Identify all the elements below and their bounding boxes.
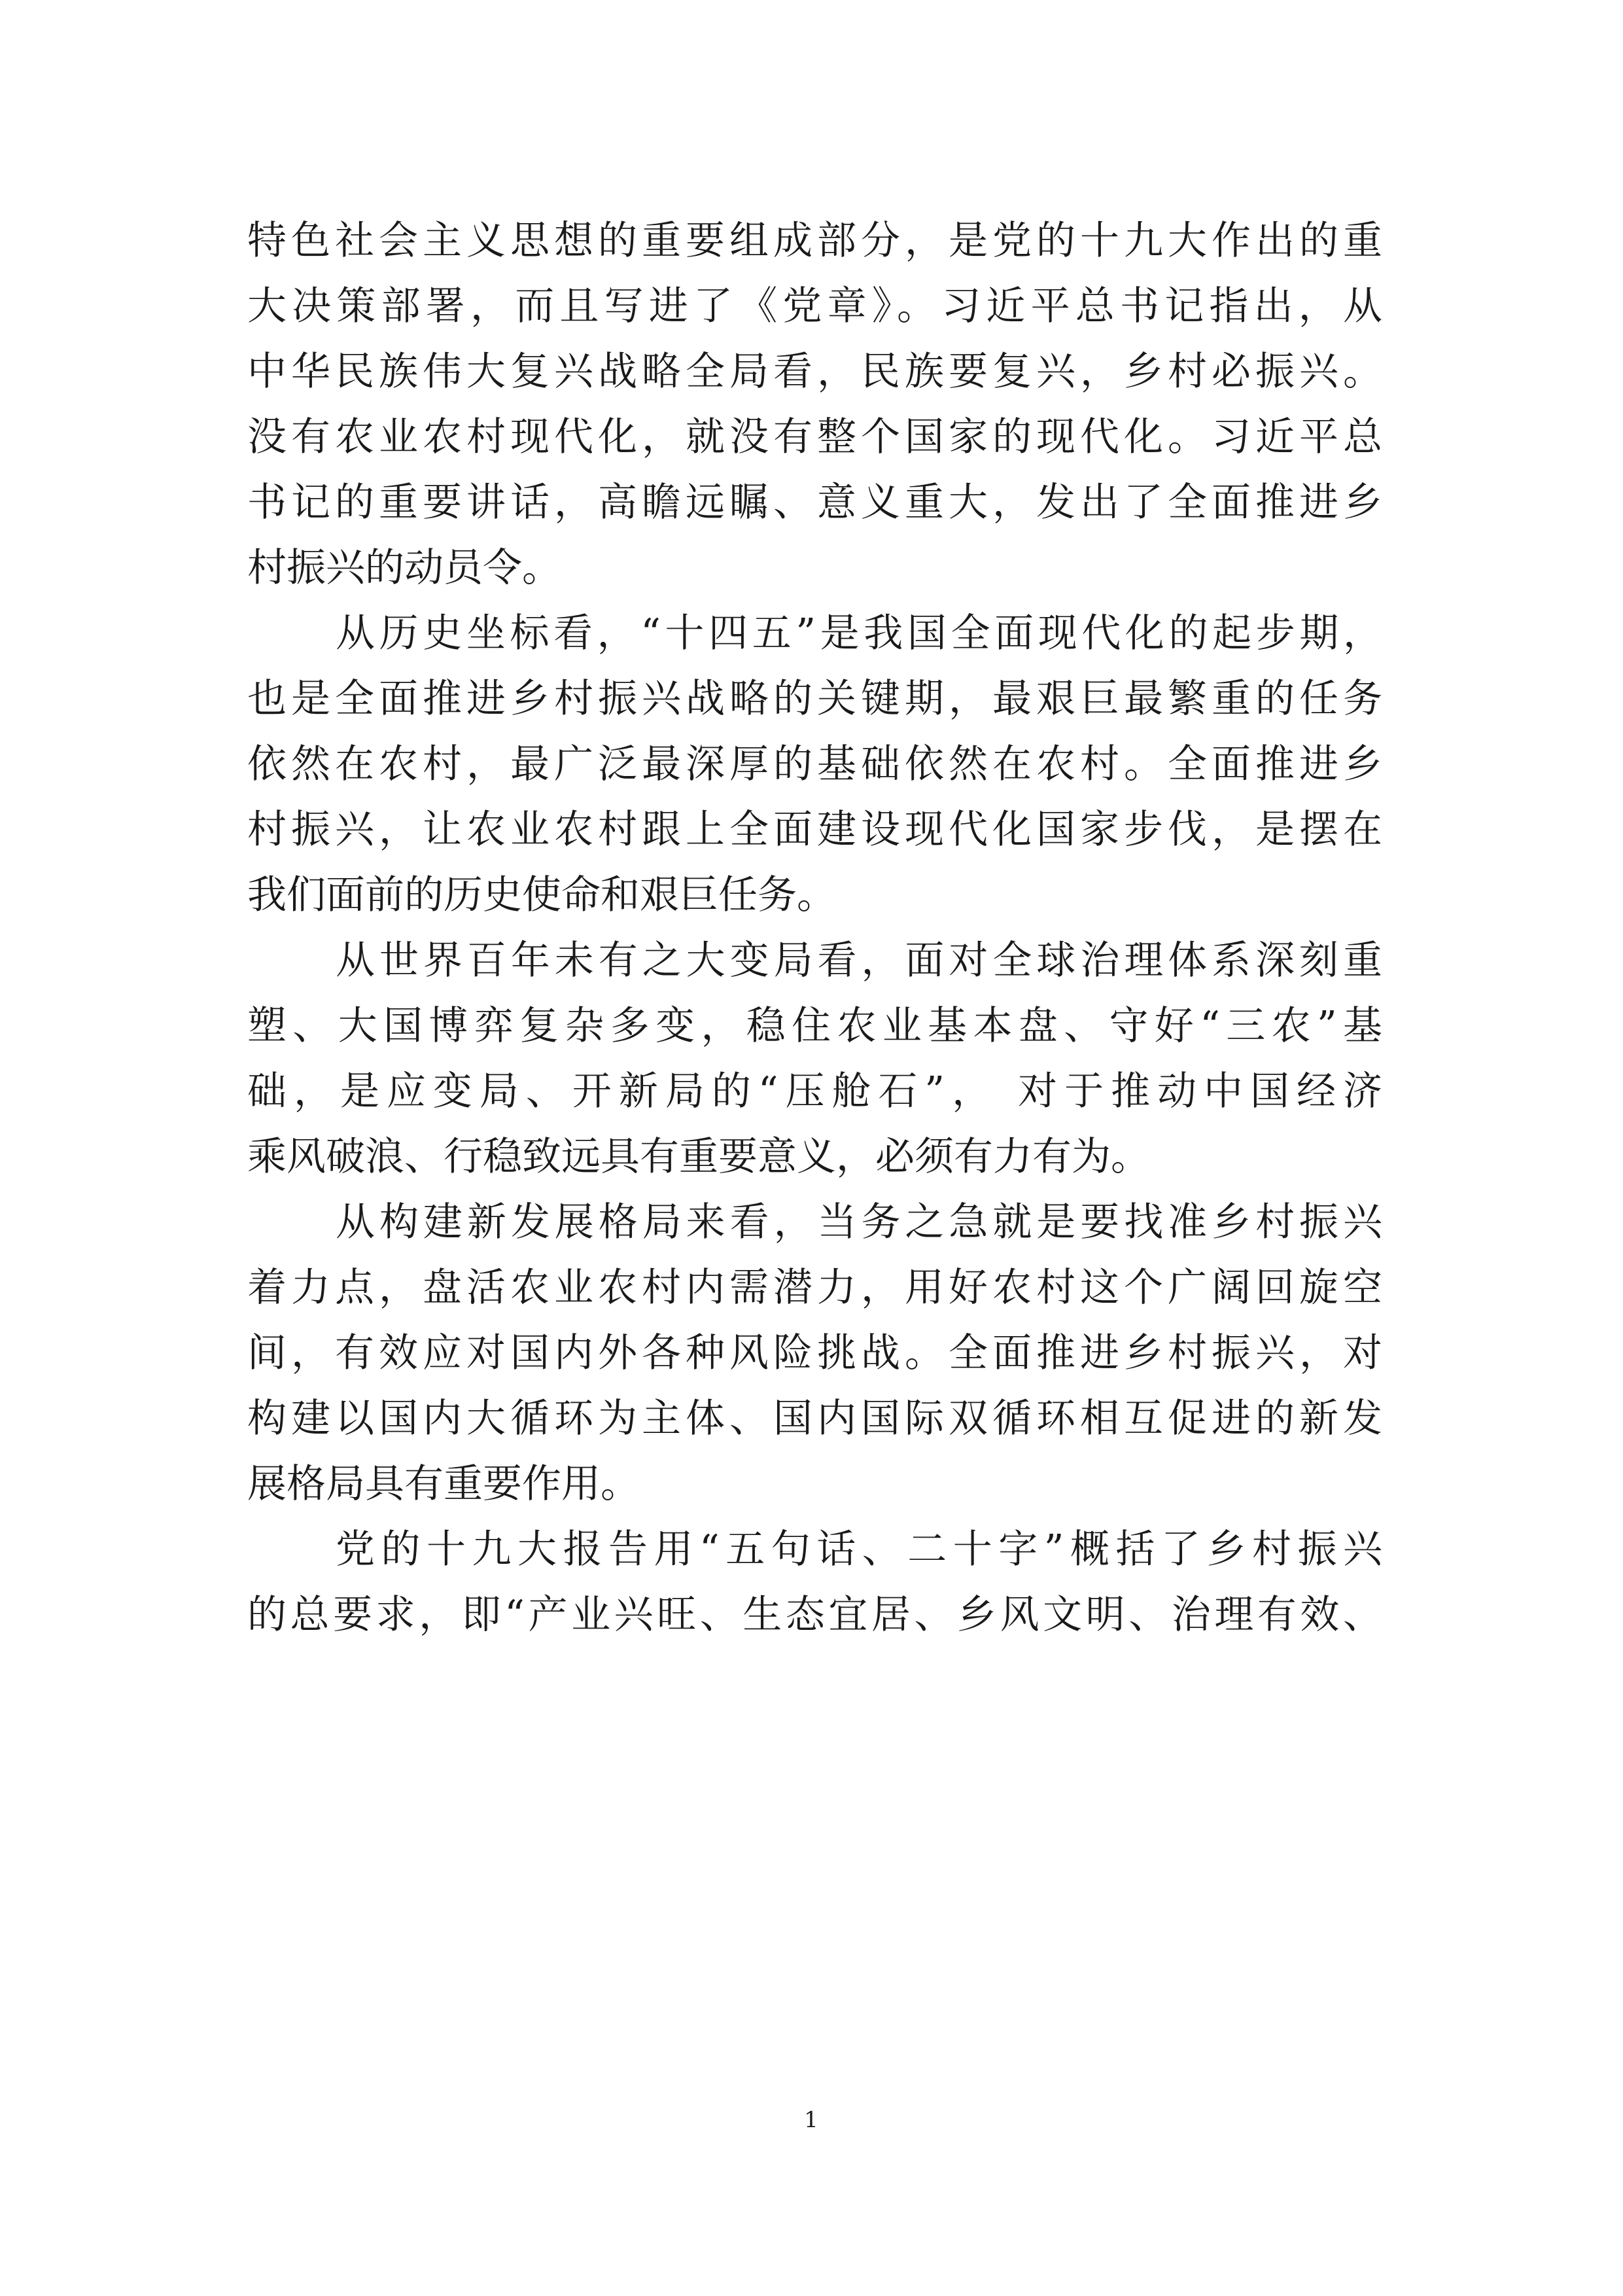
text-line: 村振兴，让农业农村跟上全面建设现代化国家步伐，是摆在 xyxy=(247,807,1382,853)
text-line: 中华民族伟大复兴战略全局看，民族要复兴，乡村必振兴。 xyxy=(247,349,1382,395)
text-line: 构建以国内大循环为主体、国内国际双循环相互促进的新发 xyxy=(247,1396,1382,1441)
text-line: 大决策部署，而且写进了《党章》。习近平总书记指出，从 xyxy=(247,283,1382,329)
page-number: 1 xyxy=(804,2107,818,2133)
text-line: 也是全面推进乡村振兴战略的关键期，最艰巨最繁重的任务 xyxy=(247,676,1382,722)
text-line: 间，有效应对国内外各种风险挑战。全面推进乡村振兴，对 xyxy=(247,1330,1382,1376)
document-body xyxy=(247,208,1382,1648)
text-line: 党的十九大报告用“五句话、二十字”概括了乡村振兴 xyxy=(336,1527,1382,1572)
text-line: 特色社会主义思想的重要组成部分，是党的十九大作出的重 xyxy=(247,218,1382,264)
text-line: 依然在农村，最广泛最深厚的基础依然在农村。全面推进乡 xyxy=(247,741,1382,787)
text-line: 书记的重要讲话，高瞻远瞩、意义重大，发出了全面推进乡 xyxy=(247,480,1382,525)
text-line: 从世界百年未有之大变局看，面对全球治理体系深刻重 xyxy=(336,938,1382,983)
text-line: 从历史坐标看，“十四五”是我国全面现代化的起步期， xyxy=(336,610,1382,656)
text-line: 从构建新发展格局来看，当务之急就是要找准乡村振兴 xyxy=(336,1199,1382,1245)
text-line: 展格局具有重要作用。 xyxy=(247,1461,640,1507)
text-line: 没有农业农村现代化，就没有整个国家的现代化。习近平总 xyxy=(247,414,1382,460)
text-line: 的总要求，即“产业兴旺、生态宜居、乡风文明、治理有效、 xyxy=(247,1592,1382,1638)
text-line: 乘风破浪、行稳致远具有重要意义，必须有力有为。 xyxy=(247,1134,1150,1180)
text-line: 础，是应变局、开新局的“压舱石”， 对于推动中国经济 xyxy=(247,1069,1382,1114)
text-line: 着力点，盘活农业农村内需潜力，用好农村这个广阔回旋空 xyxy=(247,1265,1382,1311)
text-line: 塑、大国博弈复杂多变，稳住农业基本盘、守好“三农”基 xyxy=(247,1003,1382,1049)
text-line: 村振兴的动员令。 xyxy=(247,545,561,591)
text-line: 我们面前的历史使命和艰巨任务。 xyxy=(247,872,836,918)
